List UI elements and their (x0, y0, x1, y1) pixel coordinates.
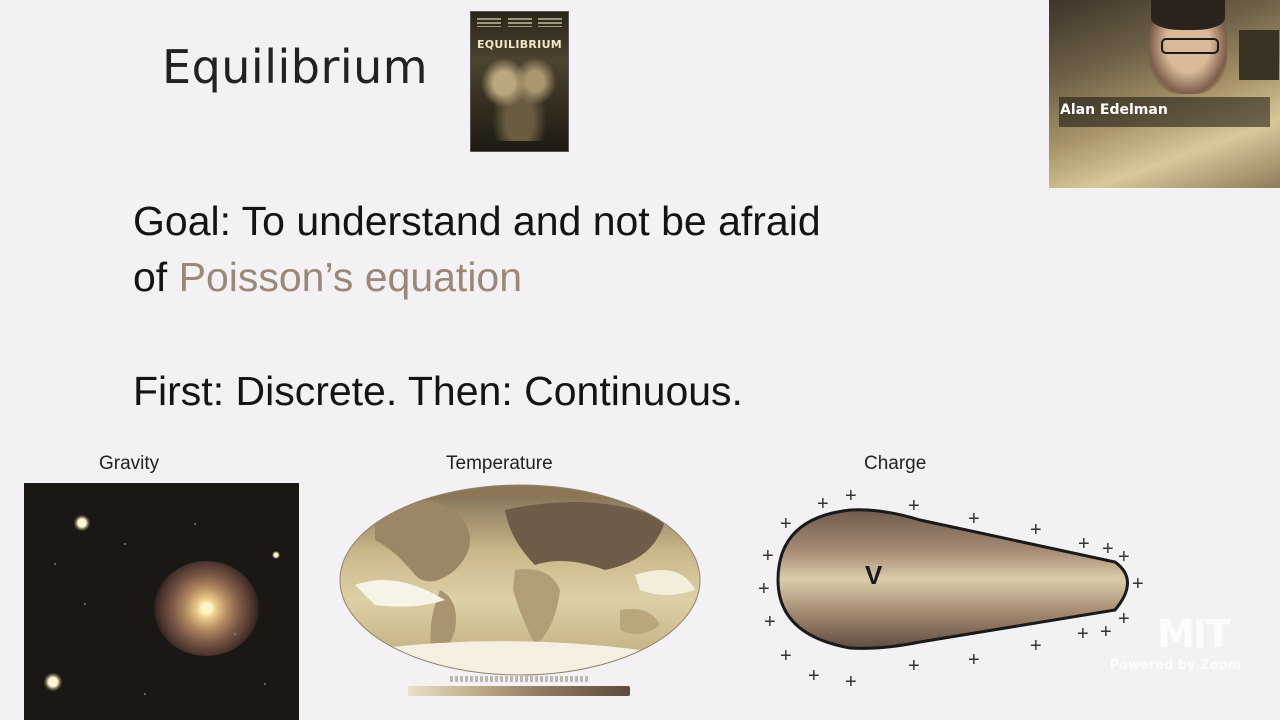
poster-credits (477, 18, 562, 32)
participant-name: Alan Edelman (1060, 102, 1168, 118)
temperature-scale-caption (450, 676, 590, 682)
plus-sign: + (1118, 608, 1130, 630)
slide-title: Equilibrium (162, 40, 429, 94)
potential-symbol: V (865, 560, 883, 590)
dust (234, 633, 236, 635)
charged-conductor (778, 510, 1128, 649)
dust (54, 563, 56, 565)
plus-sign: + (968, 649, 980, 671)
watermark (1109, 612, 1241, 673)
dust (194, 523, 196, 525)
plus-sign: + (780, 513, 792, 535)
plus-sign: + (764, 611, 776, 633)
dust (124, 543, 126, 545)
temperature-color-scale (408, 686, 630, 696)
plus-sign: + (1100, 621, 1112, 643)
star (44, 673, 62, 691)
star (272, 551, 280, 559)
plus-sign: + (908, 655, 920, 677)
galaxy (154, 561, 259, 656)
movie-poster-image (471, 12, 568, 151)
mit-logo: MIT (1157, 612, 1229, 656)
temperature-label: Temperature (446, 453, 553, 474)
participant-glasses (1161, 38, 1219, 54)
goal-line-2-prefix: of (133, 254, 179, 300)
participant-hair (1151, 0, 1225, 30)
gravity-image (24, 483, 299, 720)
plus-sign: + (1030, 519, 1042, 541)
plus-sign: + (908, 495, 920, 517)
plus-sign: + (1118, 546, 1130, 568)
dust (84, 603, 86, 605)
plus-sign: + (780, 645, 792, 667)
plus-sign: + (1077, 623, 1089, 645)
plus-sign: + (808, 665, 820, 687)
poster-faces (481, 58, 558, 141)
goal-text (133, 193, 821, 305)
dust (264, 683, 266, 685)
temperature-map (335, 480, 705, 680)
poster-title: EQUILIBRIUM (476, 38, 563, 51)
plus-sign: + (968, 508, 980, 530)
dust (144, 693, 146, 695)
background-shelf (1239, 30, 1279, 80)
goal-line-2 (133, 249, 821, 305)
plus-sign: + (845, 671, 857, 693)
powered-by-zoom-text: Powered by Zoom (1109, 658, 1241, 673)
participant-video-tile[interactable] (1049, 0, 1280, 188)
gravity-label: Gravity (99, 453, 160, 474)
plus-sign: + (845, 485, 857, 507)
plus-sign: + (758, 578, 770, 600)
goal-line-1: Goal: To understand and not be afraid (133, 198, 821, 244)
plus-sign: + (1102, 538, 1114, 560)
plus-sign: + (817, 493, 829, 515)
plus-sign: + (1078, 533, 1090, 555)
plus-sign: + (1132, 573, 1144, 595)
poisson-equation-highlight: Poisson’s equation (178, 254, 523, 300)
discrete-continuous-text: First: Discrete. Then: Continuous. (133, 368, 743, 414)
plus-sign: + (762, 545, 774, 567)
star (74, 515, 90, 531)
plus-sign: + (1030, 635, 1042, 657)
charge-label: Charge (864, 453, 927, 474)
